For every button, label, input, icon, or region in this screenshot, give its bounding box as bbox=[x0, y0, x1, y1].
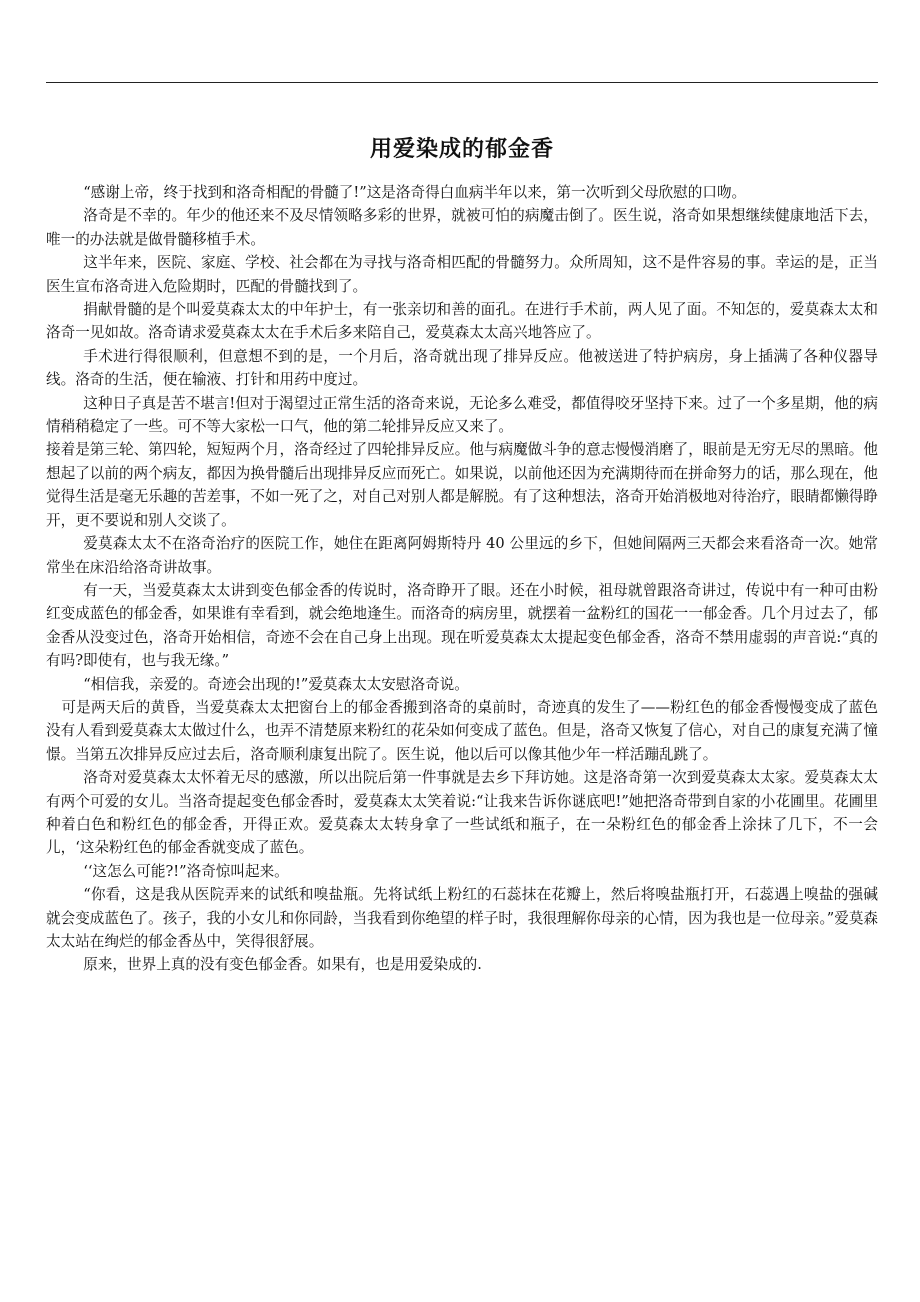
paragraph: 原来，世界上真的没有变色郁金香。如果有，也是用爱染成的. bbox=[83, 956, 482, 974]
paragraph: 洛奇对爱莫森太太怀着无尽的感激，所以出院后第一件事就是去乡下拜访她。这是洛奇第一次到爱莫森太太家。爱莫森太太有两个可爱的女儿。当洛奇提起变色郁金香时，爱莫森太太笑着说:“让我来告诉你谜底吧!”她把洛奇带到自家的小花圃里。花圃里种着白色和粉红色的郁金香，开得正欢。爱莫森太太转身拿了一些试纸和瓶子，在一朵粉红色的郁金香上涂抹了几下，不一会儿，‘这朵粉红色的郁金香就变成了蓝色。 bbox=[46, 769, 878, 857]
paragraph: “你看，这是我从医院弄来的试纸和嗅盐瓶。先将试纸上粉红的石蕊抹在花瓣上，然后将嗅盐瓶打开，石蕊遇上嗅盐的强碱就会变成蓝色了。孩子，我的小女儿和你同龄，当我看到你绝望的样子时，我很理解你母亲的心情，因为我也是一位母亲。”爱莫森太太站在绚烂的郁金香丛中，笑得很舒展。 bbox=[46, 886, 879, 950]
document-body bbox=[46, 181, 878, 977]
paragraph: 手术进行得很顺利，但意想不到的是，一个月后，洛奇就出现了排异反应。他被送进了特护病房，身上插满了各种仪器导线。洛奇的生活，便在输液、打针和用药中度过。 bbox=[46, 347, 878, 389]
paragraph: 可是两天后的黄昏，当爱莫森太太把窗台上的郁金香搬到洛奇的桌前时，奇迹真的发生了——粉红色的郁金香慢慢变成了蓝色没有人看到爱莫森太太做过什么，也弄不清楚原来粉红的花朵如何变成了蓝色。但是，洛奇又恢复了信心，对自己的康复充满了憧憬。当第五次排异反应过去后，洛奇顺利康复出院了。医生说，他以后可以像其他少年一样活蹦乱跳了。 bbox=[46, 698, 878, 763]
paragraph: 这种日子真是苦不堪言!但对于渴望过正常生活的洛奇来说，无论多么难受，都值得咬牙坚持下来。过了一个多星期，他的病情稍稍稳定了一些。可不等大家松一口气，他的第二轮排异反应又来了。 bbox=[46, 394, 878, 436]
paragraph: 爱莫森太太不在洛奇治疗的医院工作，她住在距离阿姆斯特丹 40 公里远的乡下，但她间隔两三天都会来看洛奇一次。她常常坐在床沿给洛奇讲故事。 bbox=[46, 535, 878, 576]
paragraph: 接着是第三轮、第四轮，短短两个月，洛奇经过了四轮排异反应。他与病魔做斗争的意志慢慢消磨了，眼前是无穷无尽的黑暗。他想起了以前的两个病友，都因为换骨髓后出现排异反应而死亡。如果说，以前他还因为充满期待而在拼命努力的话，那么现在，他觉得生活是毫无乐趣的苦差事，不如一死了之，对自己对别人都是解脱。有了这种想法，洛奇开始消极地对待治疗，眼睛都懒得睁开，更不要说和别人交谈了。 bbox=[46, 441, 878, 529]
header-rule bbox=[46, 82, 878, 83]
paragraph: “相信我，亲爱的。奇迹会出现的!”爱莫森太太安慰洛奇说。 bbox=[83, 675, 469, 693]
paragraph: 捐献骨髓的是个叫爱莫森太太的中年护士，有一张亲切和善的面孔。在进行手术前，两人见了面。不知怎的，爱莫森太太和洛奇一见如故。洛奇请求爱莫森太太在手术后多来陪自己，爱莫森太太高兴地答应了。 bbox=[46, 301, 878, 342]
document-title: 用爱染成的郁金香 bbox=[369, 136, 554, 162]
paragraph: ‘‘这怎么可能?!”洛奇惊叫起来。 bbox=[83, 862, 289, 880]
paragraph: 这半年来，医院、家庭、学校、社会都在为寻找与洛奇相匹配的骨髓努力。众所周知，这不是件容易的事。幸运的是，正当医生宣布洛奇进入危险期时，匹配的骨髓找到了。 bbox=[46, 254, 878, 295]
paragraph: 有一天，当爱莫森太太讲到变色郁金香的传说时，洛奇睁开了眼。还在小时候，祖母就曾跟洛奇讲过，传说中有一种可由粉红变成蓝色的郁金香，如果谁有幸看到，就会绝地逢生。而洛奇的病房里，就摆着一盆粉红的国花一一郁金香。几个月过去了，郁金香从没变过色，洛奇开始相信，奇迹不会在自己身上出现。现在听爱莫森太太提起变色郁金香，洛奇不禁用虚弱的声音说:“真的有吗?即使有，也与我无缘。” bbox=[46, 581, 878, 670]
paragraph: “感谢上帝，终于找到和洛奇相配的骨髓了!”这是洛奇得白血病半年以来，第一次听到父母欣慰的口吻。 bbox=[83, 184, 747, 201]
paragraph: 洛奇是不幸的。年少的他还来不及尽情领略多彩的世界，就被可怕的病魔击倒了。医生说，洛奇如果想继续健康地活下去，唯一的办法就是做骨髓移植手术。 bbox=[46, 207, 878, 248]
